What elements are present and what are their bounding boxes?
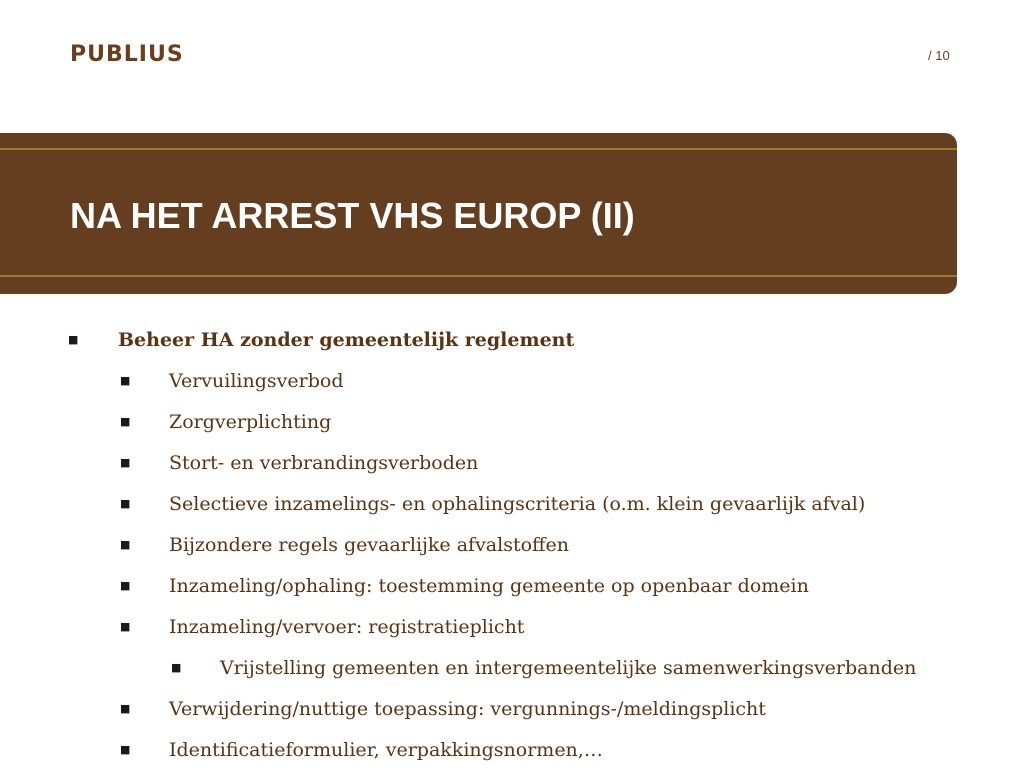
- slide-title: NA HET ARREST VHS EUROP (II): [70, 195, 635, 236]
- square-bullet-icon: ■: [68, 333, 79, 346]
- bullet-item: [0, 490, 1024, 531]
- bullet-item: [0, 572, 1024, 613]
- bullet-text: Verwijdering/nuttige toepassing: vergunnings-/meldingsplicht: [169, 698, 766, 720]
- bullet-text: Vrijstelling gemeenten en intergemeentelijke samenwerkingsverbanden: [220, 657, 917, 679]
- bullet-item: [0, 449, 1024, 490]
- title-band: [0, 133, 957, 294]
- bullet-list: [0, 326, 1024, 777]
- page-number: / 10: [928, 48, 950, 63]
- square-bullet-icon: ■: [120, 456, 131, 469]
- bullet-item: [0, 613, 1024, 654]
- bullet-text: Inzameling/vervoer: registratieplicht: [169, 616, 525, 638]
- square-bullet-icon: ■: [120, 579, 131, 592]
- bullet-text: Stort- en verbrandingsverboden: [169, 452, 479, 474]
- bullet-text: Zorgverplichting: [169, 411, 332, 433]
- square-bullet-icon: ■: [120, 497, 131, 510]
- bullet-text: Selectieve inzamelings- en ophalingscriteria (o.m. klein gevaarlijk afval): [169, 493, 866, 515]
- bullet-text: Bijzondere regels gevaarlijke afvalstoffen: [169, 534, 570, 556]
- bullet-item: [0, 408, 1024, 449]
- bullet-text: Beheer HA zonder gemeentelijk reglement: [118, 329, 575, 351]
- bullet-text: Identificatieformulier, verpakkingsnormen,…: [169, 739, 603, 761]
- title-band-bottom-line: [0, 275, 957, 277]
- square-bullet-icon: ■: [120, 415, 131, 428]
- publius-logo: PUBLIUS: [70, 42, 184, 67]
- bullet-text: Inzameling/ophaling: toestemming gemeente op openbaar domein: [169, 575, 809, 597]
- square-bullet-icon: ■: [120, 620, 131, 633]
- title-band-top-line: [0, 148, 957, 150]
- bullet-item: [0, 326, 1024, 367]
- bullet-item: [0, 736, 1024, 777]
- bullet-text: Vervuilingsverbod: [169, 370, 344, 392]
- square-bullet-icon: ■: [120, 743, 131, 756]
- square-bullet-icon: ■: [171, 661, 182, 674]
- bullet-item: [0, 695, 1024, 736]
- square-bullet-icon: ■: [120, 374, 131, 387]
- bullet-item: [0, 531, 1024, 572]
- square-bullet-icon: ■: [120, 538, 131, 551]
- bullet-item: [0, 367, 1024, 408]
- square-bullet-icon: ■: [120, 702, 131, 715]
- bullet-item: [0, 654, 1024, 695]
